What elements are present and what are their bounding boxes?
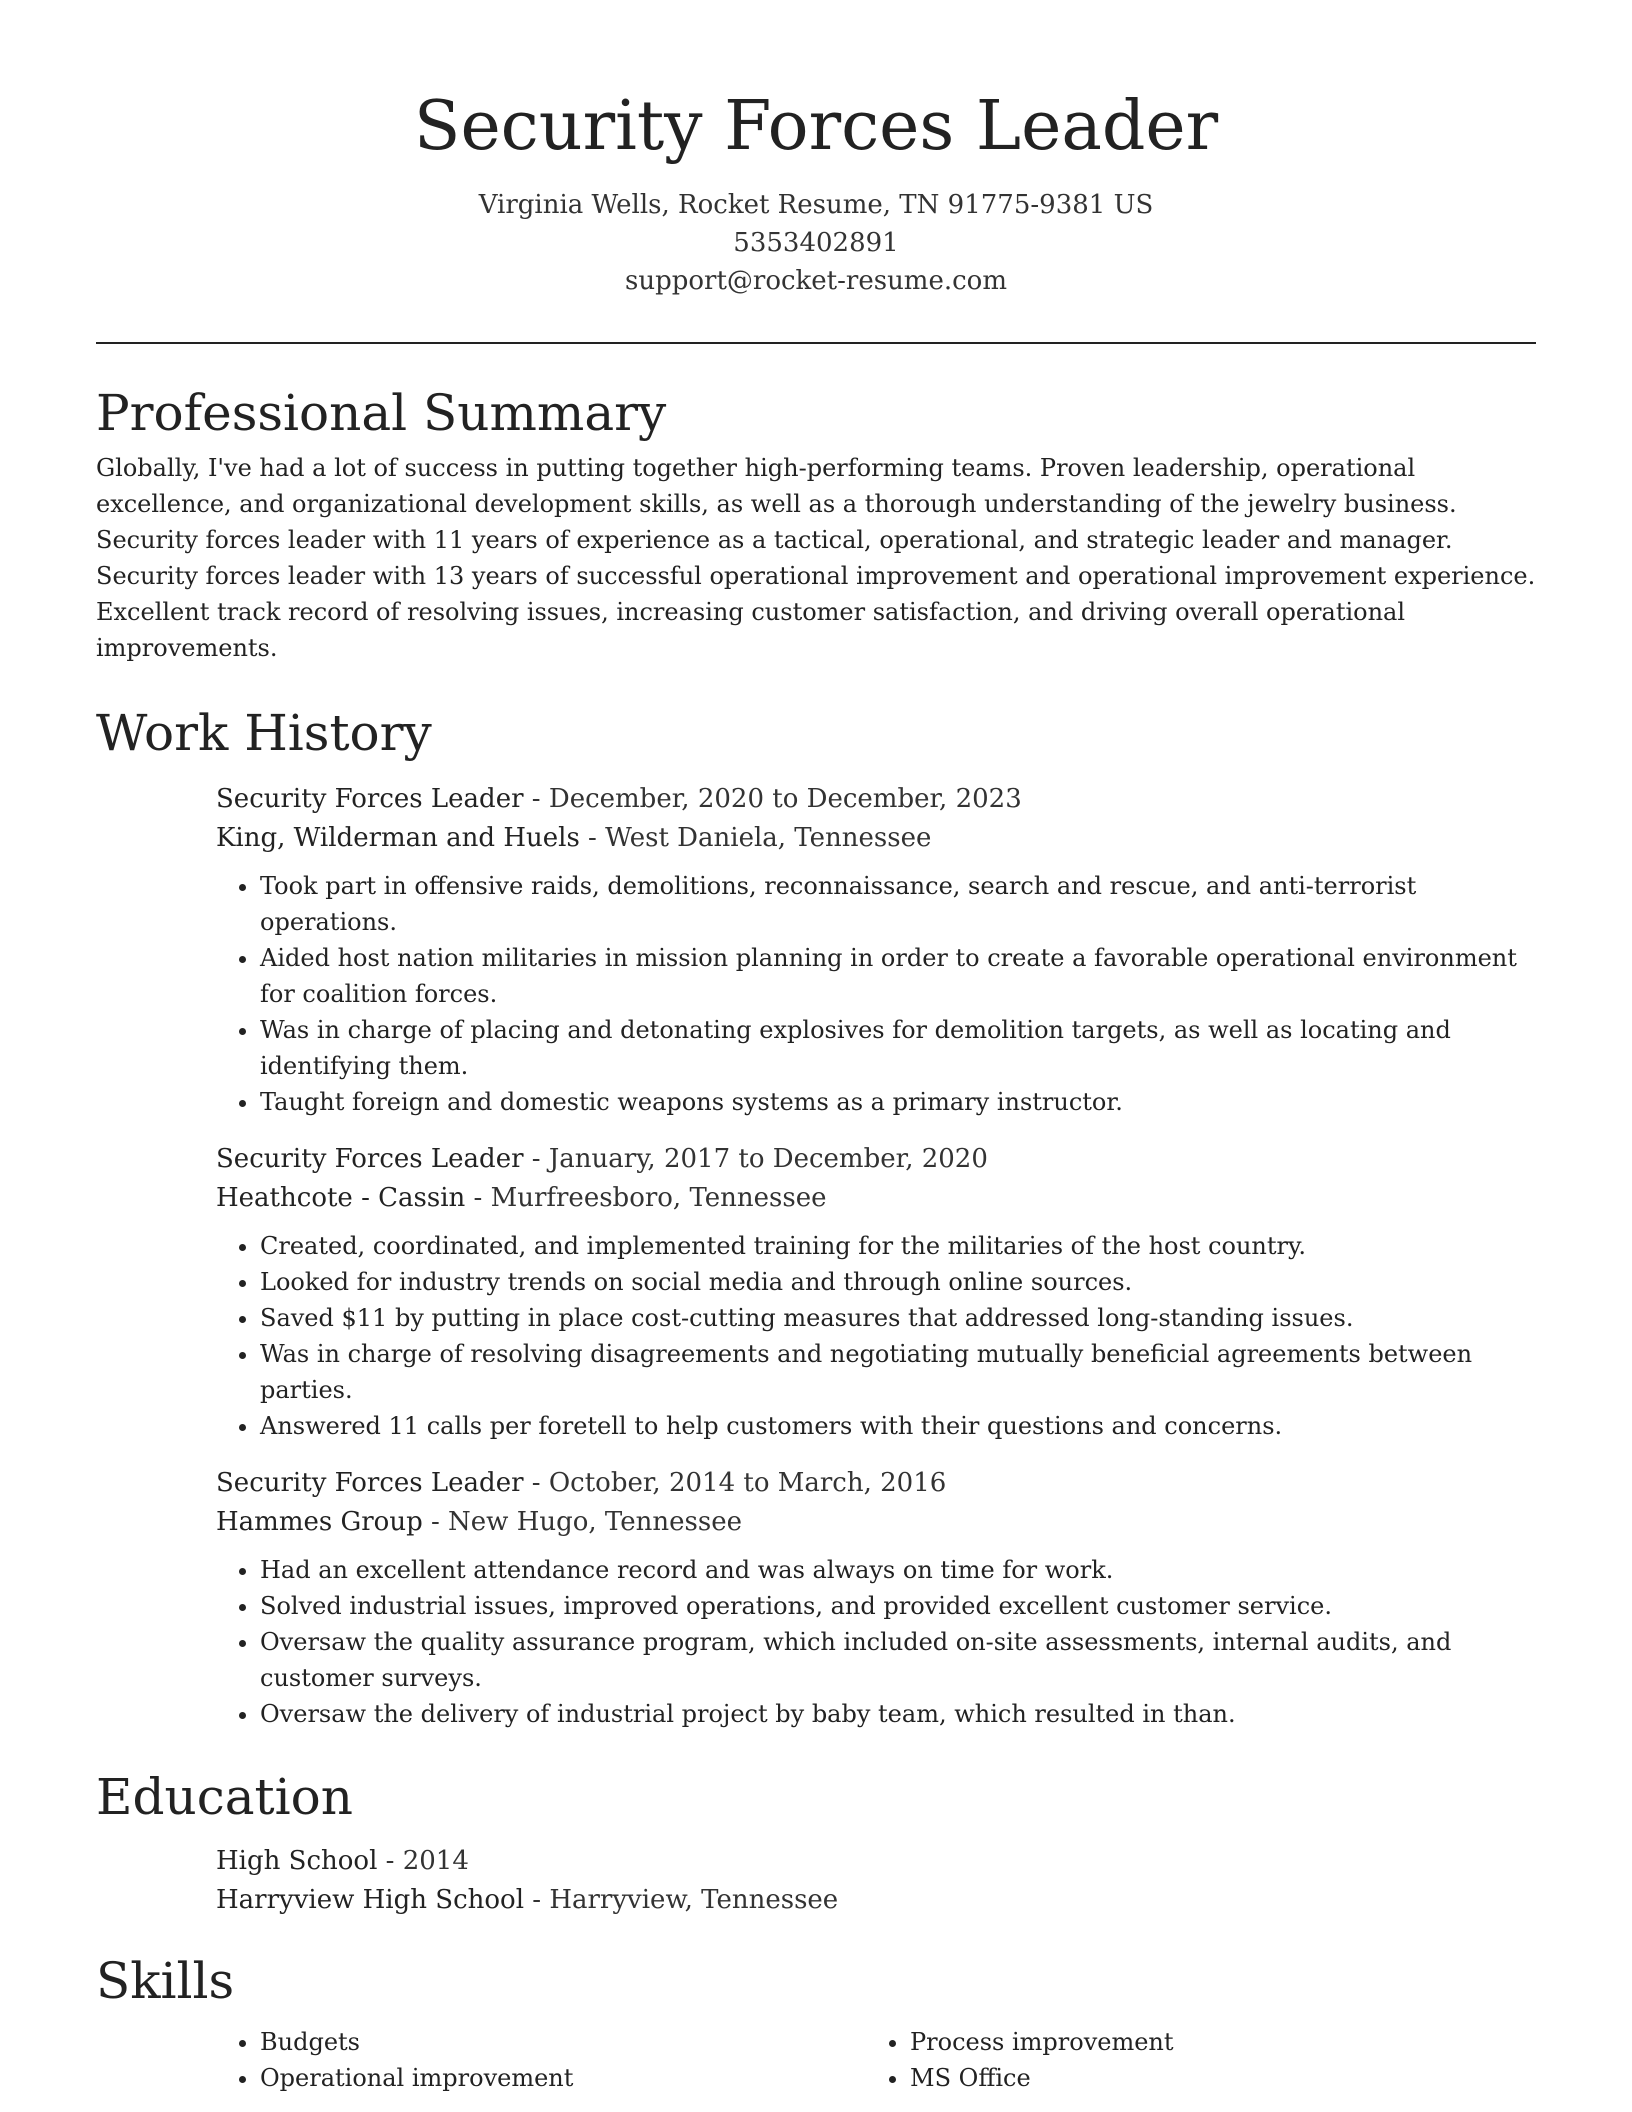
job-role: Security Forces Leader	[216, 1144, 524, 1174]
skills-grid	[216, 2024, 1536, 2096]
education-school: Harryview High School	[216, 1885, 525, 1915]
job-title-line	[216, 780, 1536, 819]
job-dates: - January, 2017 to December, 2020	[523, 1144, 988, 1174]
candidate-title: Security Forces Leader	[413, 87, 1219, 166]
skills-column-right	[866, 2024, 1516, 2096]
job-company-line	[216, 1179, 1536, 1218]
job-entry	[216, 780, 1536, 1120]
list-item: • Had an excellent attendance record and was always on time for work.	[260, 1552, 1536, 1588]
work-history-heading: Work History	[96, 704, 432, 762]
job-bullets	[216, 1552, 1536, 1732]
education-heading: Education	[96, 1768, 353, 1826]
list-item: • Oversaw the delivery of industrial project by baby team, which resulted in than.	[260, 1696, 1536, 1732]
job-bullets	[216, 1228, 1536, 1444]
job-entry	[216, 1464, 1536, 1732]
list-item: • Operational improvement	[260, 2060, 866, 2096]
job-dates: - October, 2014 to March, 2016	[523, 1468, 947, 1498]
job-company: Heathcote - Cassin	[216, 1183, 466, 1213]
job-title-line	[216, 1464, 1536, 1503]
education-location: - Harryview, Tennessee	[524, 1885, 839, 1915]
contact-email: support@rocket-resume.com	[624, 266, 1007, 296]
list-item: • MS Office	[910, 2060, 1516, 2096]
list-item: • Took part in offensive raids, demolitions, reconnaissance, search and rescue, and anti-terrorist operations.	[260, 868, 1536, 940]
job-role: Security Forces Leader	[216, 1468, 524, 1498]
skills-section	[96, 1950, 1536, 2096]
header-divider	[96, 342, 1536, 344]
skills-heading: Skills	[96, 1952, 235, 2010]
job-role: Security Forces Leader	[216, 784, 524, 814]
work-history-section	[96, 702, 1536, 1732]
education-degree-line	[216, 1842, 1536, 1881]
list-item: • Answered 11 calls per foretell to help customers with their questions and concerns.	[260, 1408, 1536, 1444]
education-degree: High School	[216, 1846, 378, 1876]
list-item: • Process improvement	[910, 2024, 1516, 2060]
list-item: • Was in charge of placing and detonating explosives for demolition targets, as well as locating and identifying them.	[260, 1012, 1536, 1084]
education-section	[96, 1766, 1536, 1920]
list-item: • Solved industrial issues, improved operations, and provided excellent customer service.	[260, 1588, 1536, 1624]
contact-block	[0, 186, 1632, 300]
job-company: Hammes Group	[216, 1507, 423, 1537]
contact-address: Virginia Wells, Rocket Resume, TN 91775-9381 US	[478, 190, 1154, 220]
list-item: • Budgets	[260, 2024, 866, 2060]
education-entry	[216, 1842, 1536, 1920]
list-item: • Was in charge of resolving disagreements and negotiating mutually beneficial agreements between parties.	[260, 1336, 1536, 1408]
job-title-line	[216, 1140, 1536, 1179]
list-item: • Oversaw the quality assurance program, which included on-site assessments, internal audits, and customer surveys.	[260, 1624, 1536, 1696]
education-year: - 2014	[377, 1846, 469, 1876]
list-item: • Saved $11 by putting in place cost-cutting measures that addressed long-standing issues.	[260, 1300, 1536, 1336]
job-company-line	[216, 1503, 1536, 1542]
job-location: - West Daniela, Tennessee	[579, 823, 932, 853]
summary-heading: Professional Summary	[96, 384, 667, 442]
job-entry	[216, 1140, 1536, 1444]
job-company-line	[216, 819, 1536, 858]
list-item: • Looked for industry trends on social media and through online sources.	[260, 1264, 1536, 1300]
job-location: - New Hugo, Tennessee	[422, 1507, 742, 1537]
summary-section	[96, 382, 1536, 666]
skills-column-left	[216, 2024, 866, 2096]
list-item: • Taught foreign and domestic weapons systems as a primary instructor.	[260, 1084, 1536, 1120]
resume-header	[0, 0, 1632, 300]
education-school-line	[216, 1881, 1536, 1920]
summary-text: Globally, I've had a lot of success in putting together high-performing teams. Proven leadership, operational excellence, and organizational development skills, as well as a thorough understanding of the jewelry business. Security forces leader with 11 years of experience as a tactical, operational, and strategic leader and manager. Security forces leader with 13 years of successful operational improvement and operational improvement experience. Excellent track record of resolving issues, increasing customer satisfaction, and driving overall operational improvements.	[96, 454, 1536, 662]
job-list	[216, 780, 1536, 1732]
job-company: King, Wilderman and Huels	[216, 823, 580, 853]
job-bullets	[216, 868, 1536, 1120]
job-location: - Murfreesboro, Tennessee	[465, 1183, 827, 1213]
contact-phone: 5353402891	[733, 228, 899, 258]
job-dates: - December, 2020 to December, 2023	[523, 784, 1022, 814]
list-item: • Aided host nation militaries in mission planning in order to create a favorable operational environment for coalition forces.	[260, 940, 1536, 1012]
list-item: • Created, coordinated, and implemented training for the militaries of the host country.	[260, 1228, 1536, 1264]
